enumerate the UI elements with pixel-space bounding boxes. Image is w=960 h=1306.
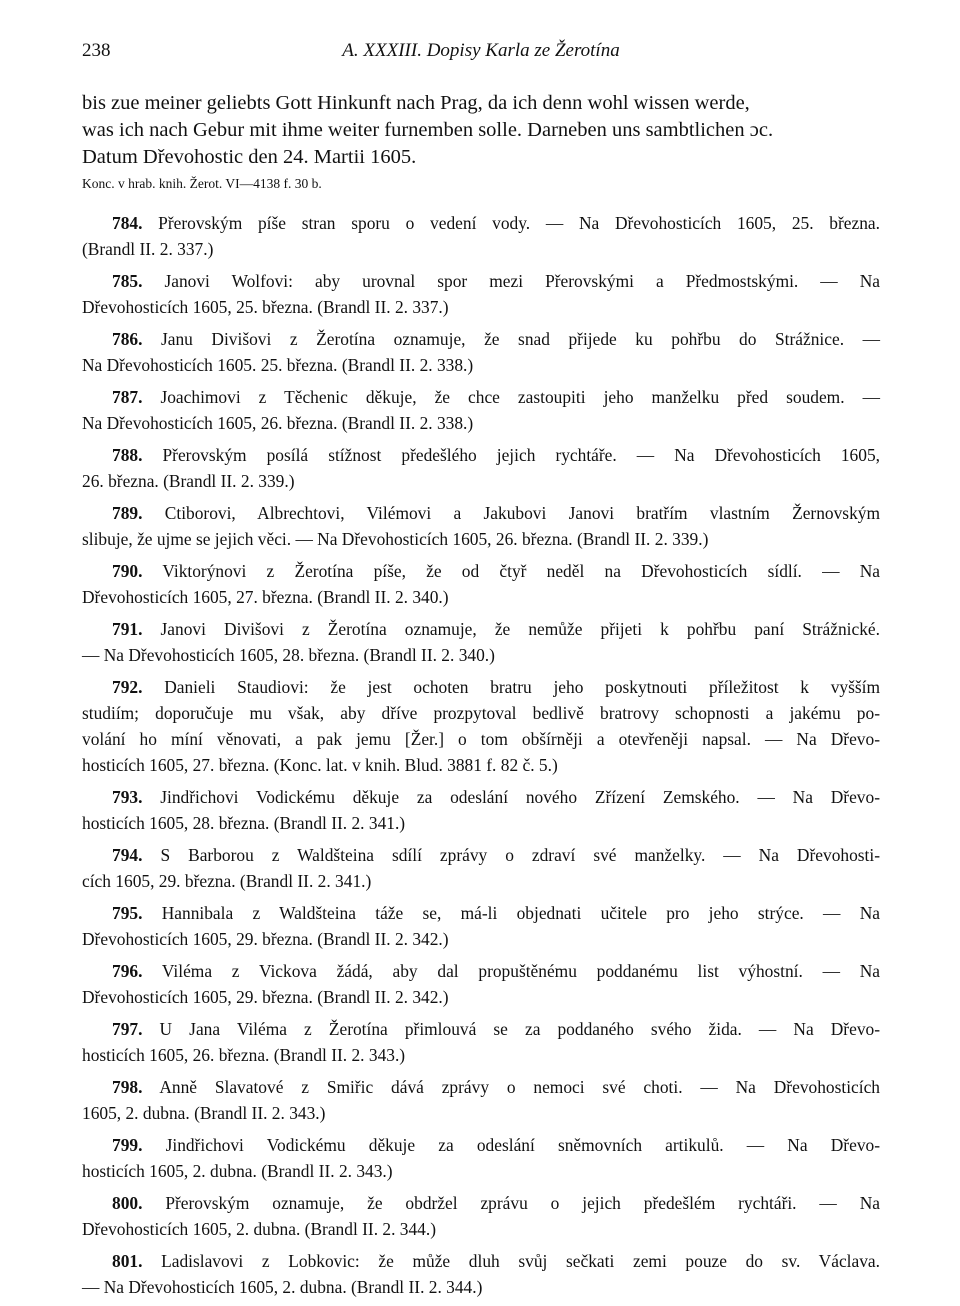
entry-line bbox=[82, 468, 880, 494]
entry-text: 26. března. (Brandl II. 2. 339.) bbox=[82, 471, 295, 491]
closing-line: was ich nach Gebur mit ihme weiter furnemben solle. Darneben uns sambtlichen ɔc. bbox=[82, 119, 774, 141]
entry-line bbox=[82, 268, 880, 294]
entry-text: — Na Dřevohosticích 1605, 2. dubna. (Brandl II. 2. 344.) bbox=[82, 1277, 483, 1297]
entry-line bbox=[82, 210, 880, 236]
entry-795 bbox=[82, 900, 880, 952]
entry-line bbox=[82, 984, 880, 1010]
entry-number: 789. bbox=[112, 503, 143, 523]
entry-text: 1605, 2. dubna. (Brandl II. 2. 343.) bbox=[82, 1103, 326, 1123]
entry-number: 787. bbox=[112, 387, 143, 407]
entry-line bbox=[82, 900, 880, 926]
entry-text: slibuje, že ujme se jejich věci. — Na Dřevohosticích 1605, 26. března. (Brandl II. 2. 339.) bbox=[82, 529, 709, 549]
entry-text: studiím; doporučuje mu však, aby dříve prozpytoval bedlivě bratrovy schopnosti a jakému po- bbox=[82, 703, 880, 723]
entry-number: 788. bbox=[112, 445, 143, 465]
entry-line bbox=[82, 584, 880, 610]
entry-number: 799. bbox=[112, 1135, 143, 1155]
entry-line bbox=[82, 410, 880, 436]
entry-line bbox=[82, 842, 880, 868]
page-number: 238 bbox=[82, 40, 111, 61]
source-note: Konc. v hrab. knih. Žerot. VI—4138 f. 30 b. bbox=[82, 176, 322, 191]
entry-number: 784. bbox=[112, 213, 143, 233]
entry-line bbox=[82, 1190, 880, 1216]
entry-text: Přerovským píše stran sporu o vedení vody. — Na Dřevohosticích 1605, 25. března. bbox=[158, 213, 880, 233]
entry-text: S Barborou z Waldšteina sdílí zprávy o zdraví své manželky. — Na Dřevohosti- bbox=[160, 845, 881, 865]
entry-number: 800. bbox=[112, 1193, 143, 1213]
entry-794 bbox=[82, 842, 880, 894]
entry-791 bbox=[82, 616, 880, 668]
entry-line bbox=[82, 726, 880, 752]
entry-796 bbox=[82, 958, 880, 1010]
entry-line bbox=[82, 1100, 880, 1126]
entry-text: Hannibala z Waldšteina táže se, má-li objednati učitele pro jeho strýce. — Na bbox=[161, 903, 880, 923]
entry-793 bbox=[82, 784, 880, 836]
entry-800 bbox=[82, 1190, 880, 1242]
entry-number: 801. bbox=[112, 1251, 143, 1271]
entry-line bbox=[82, 642, 880, 668]
entry-text: Dřevohosticích 1605, 27. března. (Brandl II. 2. 340.) bbox=[82, 587, 449, 607]
entry-line bbox=[82, 1274, 880, 1300]
entry-text: Viléma z Vickova žádá, aby dal propuštěnému poddanému list výhostní. — Na bbox=[161, 961, 880, 981]
entry-text: Jindřichovi Vodickému děkuje za odeslání nového Zřízení Zemského. — Na Dřevo- bbox=[160, 787, 880, 807]
entry-text: — Na Dřevohosticích 1605, 28. března. (Brandl II. 2. 340.) bbox=[82, 645, 495, 665]
entry-number: 794. bbox=[112, 845, 143, 865]
closing-line: Datum Dřevohostic den 24. Martii 1605. bbox=[82, 146, 417, 168]
entry-line bbox=[82, 1074, 880, 1100]
entry-number: 795. bbox=[112, 903, 143, 923]
entry-number: 796. bbox=[112, 961, 143, 981]
letter-closing bbox=[82, 90, 880, 192]
entry-line bbox=[82, 868, 880, 894]
entry-line bbox=[82, 926, 880, 952]
entry-line bbox=[82, 700, 880, 726]
entry-text: Viktorýnovi z Žerotína píše, že od čtyř neděl na Dřevohosticích sídlí. — Na bbox=[162, 561, 880, 581]
entry-788 bbox=[82, 442, 880, 494]
entry-line bbox=[82, 958, 880, 984]
entry-line bbox=[82, 1248, 880, 1274]
entry-line bbox=[82, 1132, 880, 1158]
entry-790 bbox=[82, 558, 880, 610]
entry-list bbox=[82, 210, 880, 1306]
entry-line bbox=[82, 752, 880, 778]
entry-line bbox=[82, 1158, 880, 1184]
entry-text: (Brandl II. 2. 337.) bbox=[82, 239, 214, 259]
entry-text: Dřevohosticích 1605, 29. března. (Brandl II. 2. 342.) bbox=[82, 987, 449, 1007]
entry-text: Joachimovi z Těchenic děkuje, že chce zastoupiti jeho manželku před soudem. — bbox=[160, 387, 880, 407]
entry-801 bbox=[82, 1248, 880, 1300]
entry-text: Ladislavovi z Lobkovic: že může dluh svůj sečkati zemi pouze do sv. Václava. bbox=[161, 1251, 880, 1271]
entry-text: Na Dřevohosticích 1605. 25. března. (Brandl II. 2. 338.) bbox=[82, 355, 474, 375]
entry-text: Anně Slavatové z Smiřic dává zprávy o nemoci své choti. — Na Dřevohosticích bbox=[159, 1077, 880, 1097]
entry-number: 798. bbox=[112, 1077, 143, 1097]
running-title: A. XXXIII. Dopisy Karla ze Žerotína bbox=[342, 40, 620, 61]
entry-text: Dřevohosticích 1605, 25. března. (Brandl II. 2. 337.) bbox=[82, 297, 449, 317]
entry-text: Přerovským oznamuje, že obdržel zprávu o jejich předešlém rychtáři. — Na bbox=[165, 1193, 880, 1213]
entry-text: Janovi Divišovi z Žerotína oznamuje, že nemůže přijeti k pohřbu paní Strážnické. bbox=[160, 619, 880, 639]
entry-text: U Jana Viléma z Žerotína přimlouvá se za poddaného svého žida. — Na Dřevo- bbox=[159, 1019, 880, 1039]
entry-text: Janovi Wolfovi: aby urovnal spor mezi Přerovskými a Předmostskými. — Na bbox=[164, 271, 880, 291]
entry-line bbox=[82, 442, 880, 468]
entry-line bbox=[82, 236, 880, 262]
entry-text: hosticích 1605, 27. března. (Konc. lat. v knih. Blud. 3881 f. 82 č. 5.) bbox=[82, 755, 558, 775]
entry-text: hosticích 1605, 2. dubna. (Brandl II. 2. 343.) bbox=[82, 1161, 393, 1181]
entry-text: Na Dřevohosticích 1605, 26. března. (Brandl II. 2. 338.) bbox=[82, 413, 474, 433]
entry-number: 790. bbox=[112, 561, 143, 581]
entry-line bbox=[82, 616, 880, 642]
entry-line bbox=[82, 784, 880, 810]
entry-line bbox=[82, 500, 880, 526]
entry-text: Danieli Staudiovi: že jest ochoten bratru jeho poskytnouti příležitost k vyšším bbox=[164, 677, 880, 697]
entry-text: Dřevohosticích 1605, 2. dubna. (Brandl II. 2. 344.) bbox=[82, 1219, 437, 1239]
entry-number: 797. bbox=[112, 1019, 143, 1039]
entry-text: Jindřichovi Vodickému děkuje za odeslání sněmovních artikulů. — Na Dřevo- bbox=[165, 1135, 880, 1155]
entry-text: hosticích 1605, 28. března. (Brandl II. 2. 341.) bbox=[82, 813, 406, 833]
entry-line bbox=[82, 1216, 880, 1242]
entry-792 bbox=[82, 674, 880, 778]
entry-line bbox=[82, 1016, 880, 1042]
entry-line bbox=[82, 326, 880, 352]
entry-number: 793. bbox=[112, 787, 143, 807]
entry-798 bbox=[82, 1074, 880, 1126]
entry-line bbox=[82, 352, 880, 378]
entry-797 bbox=[82, 1016, 880, 1068]
entry-text: hosticích 1605, 26. března. (Brandl II. 2. 343.) bbox=[82, 1045, 406, 1065]
entry-number: 791. bbox=[112, 619, 143, 639]
closing-line: bis zue meiner geliebts Gott Hinkunft nach Prag, da ich denn wohl wissen werde, bbox=[82, 92, 750, 114]
entry-text: Janu Divišovi z Žerotína oznamuje, že snad přijede ku pohřbu do Strážnice. — bbox=[160, 329, 880, 349]
entry-line bbox=[82, 810, 880, 836]
entry-789 bbox=[82, 500, 880, 552]
entry-line bbox=[82, 1042, 880, 1068]
entry-799 bbox=[82, 1132, 880, 1184]
entry-784 bbox=[82, 210, 880, 262]
entry-787 bbox=[82, 384, 880, 436]
entry-line bbox=[82, 294, 880, 320]
entry-text: cích 1605, 29. března. (Brandl II. 2. 341.) bbox=[82, 871, 372, 891]
entry-text: Dřevohosticích 1605, 29. března. (Brandl II. 2. 342.) bbox=[82, 929, 449, 949]
entry-text: Přerovským posílá stížnost předešlého jejich rychtáře. — Na Dřevohosticích 1605, bbox=[162, 445, 880, 465]
entry-number: 786. bbox=[112, 329, 143, 349]
entry-text: Ctiborovi, Albrechtovi, Vilémovi a Jakubovi Janovi bratřím vlastním Žernovským bbox=[164, 503, 880, 523]
entry-line bbox=[82, 558, 880, 584]
entry-line bbox=[82, 526, 880, 552]
entry-number: 792. bbox=[112, 677, 143, 697]
entry-786 bbox=[82, 326, 880, 378]
entry-line bbox=[82, 384, 880, 410]
page-header bbox=[82, 40, 880, 70]
entry-785 bbox=[82, 268, 880, 320]
entry-text: volání ho míní věnovati, a pak jemu [Žer.] o tom obšírněji a otevřeněji napsal. — Na Dřevo- bbox=[82, 729, 880, 749]
entry-number: 785. bbox=[112, 271, 143, 291]
entry-line bbox=[82, 674, 880, 700]
